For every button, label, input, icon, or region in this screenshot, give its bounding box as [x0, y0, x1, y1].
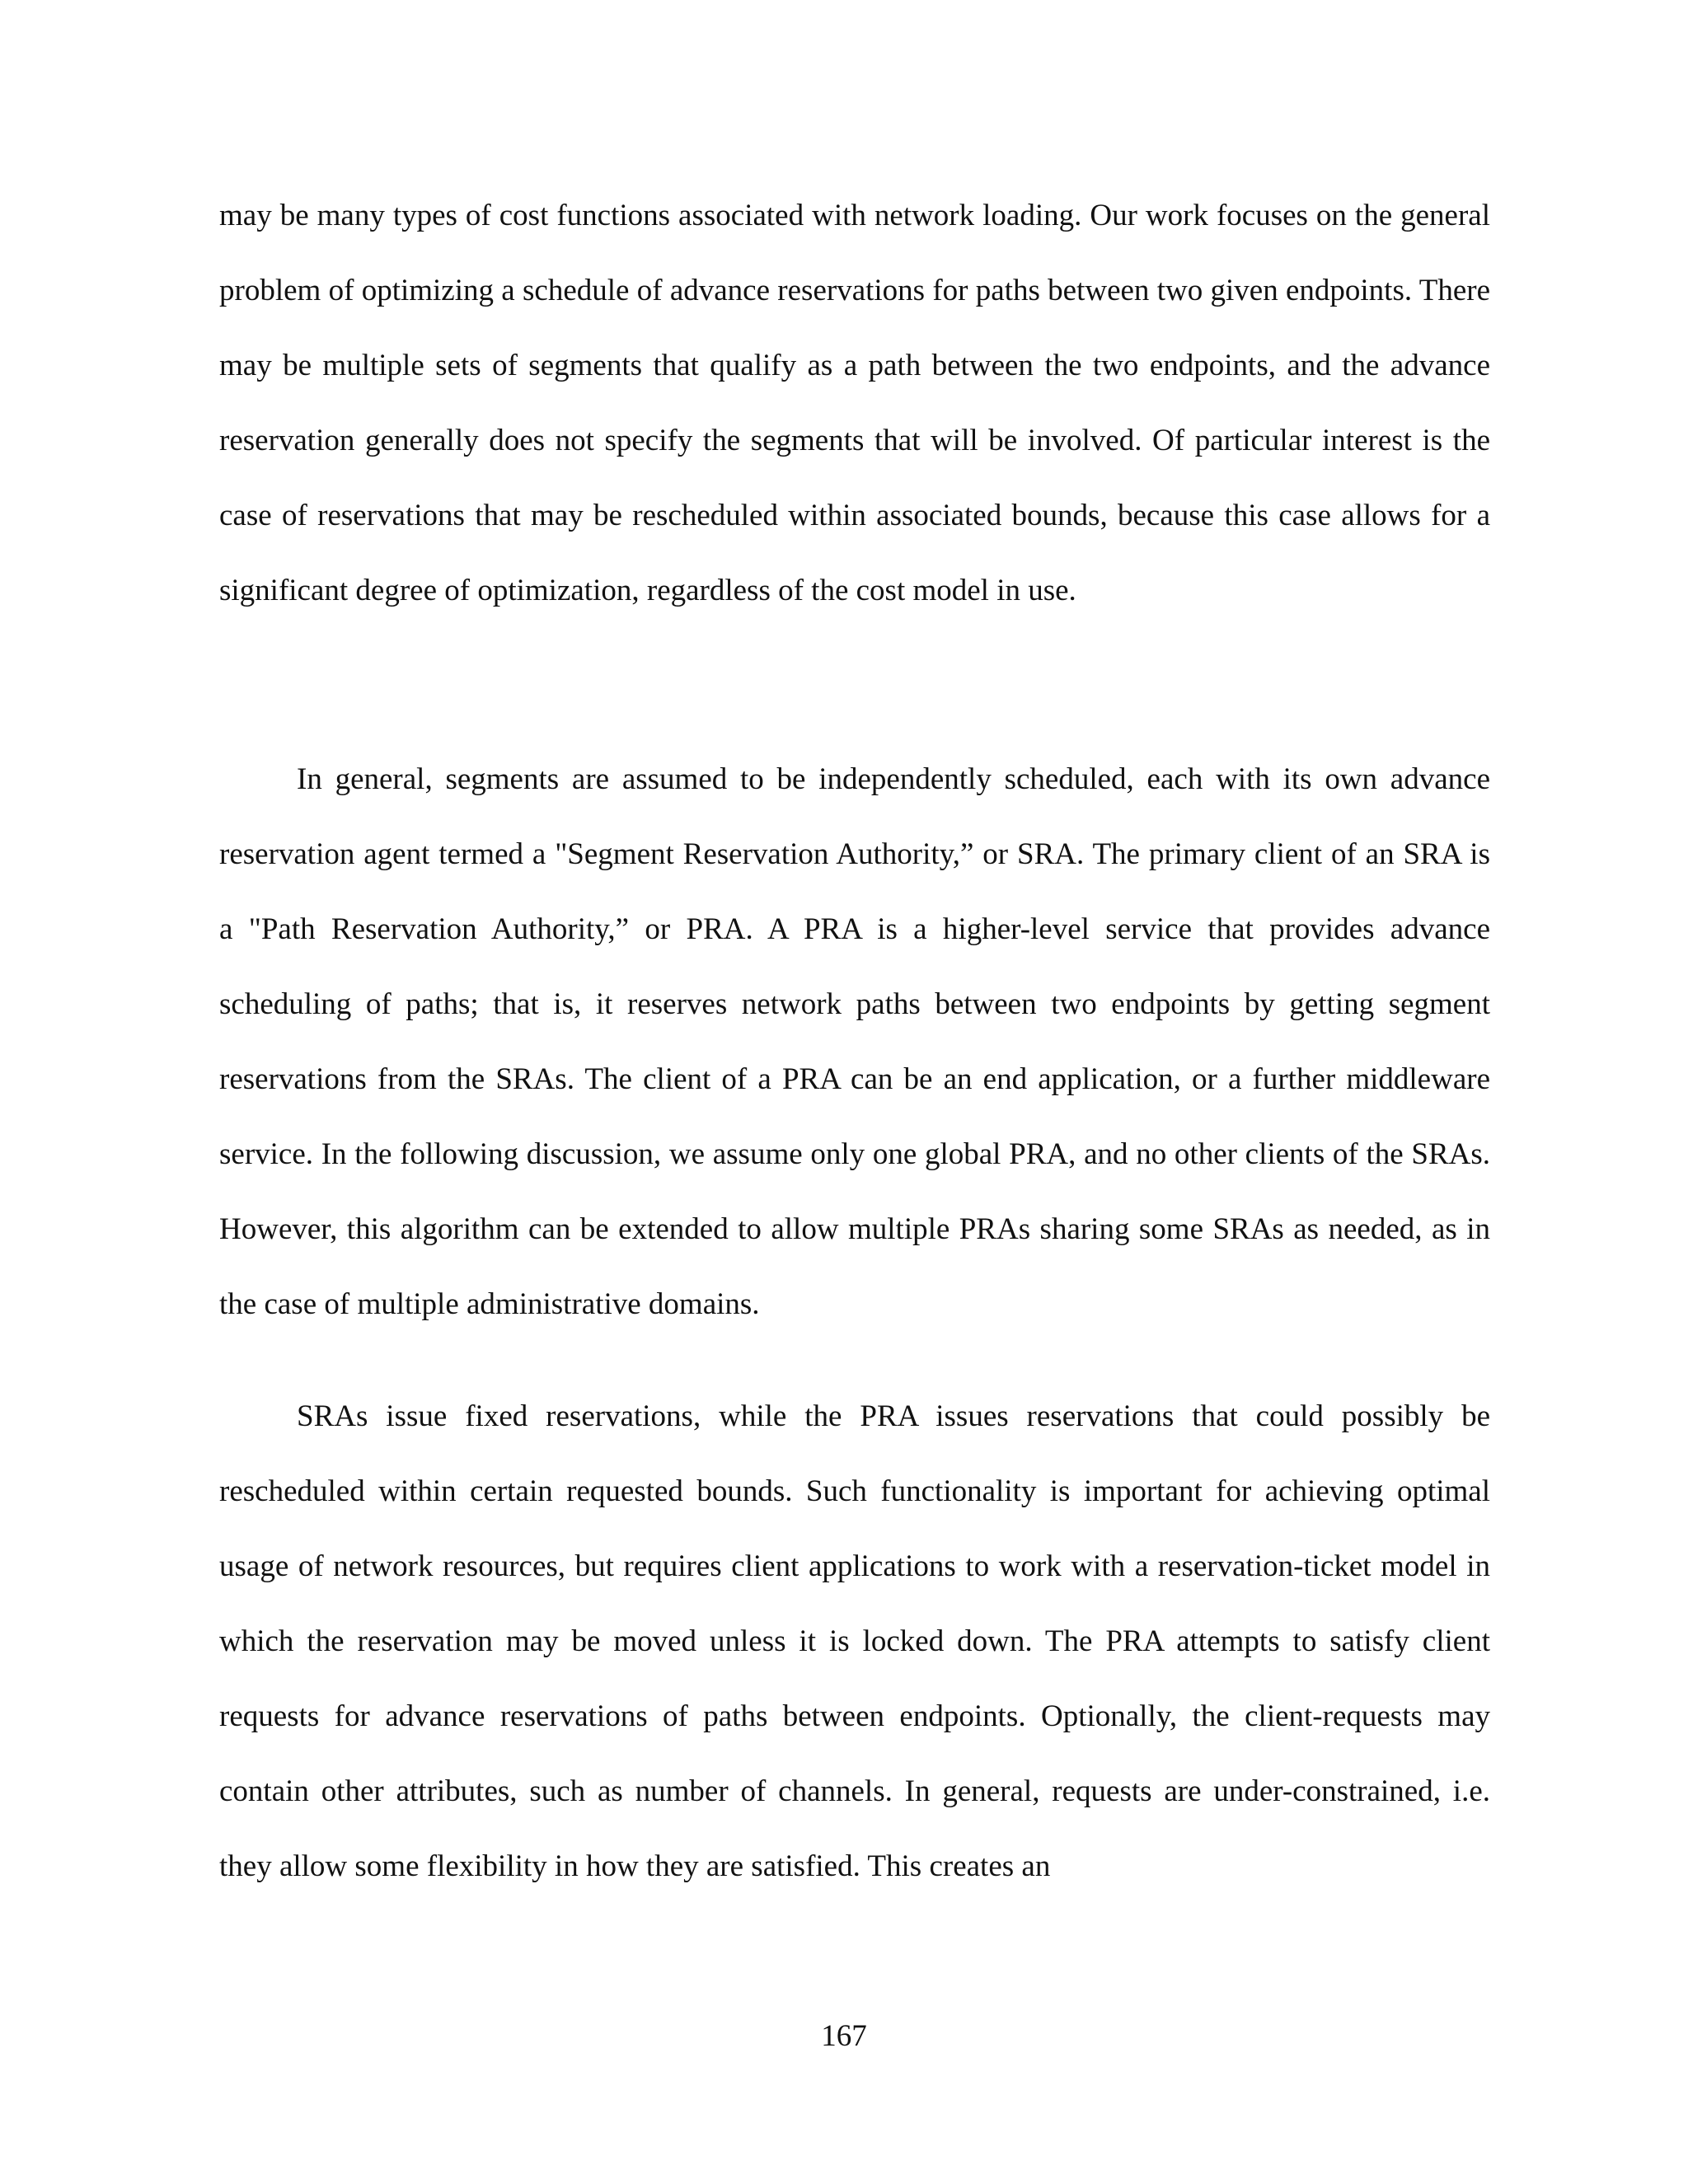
page-number: 167: [821, 2019, 867, 2053]
paragraph-1: [219, 178, 1490, 628]
paragraph-3: [219, 1379, 1490, 1904]
paragraph-1-text: may be many types of cost functions associated with network loading. Our work focuses on the general problem of optimizing a schedule of advance reservations for paths between two given endpoints. There may be multiple sets of segments that qualify as a path between the two endpoints, and the advance reservation generally does not specify the segments that will be involved. Of particular interest is the case of reservations that may be rescheduled within associated bounds, because this case allows for a significant degree of optimization, regardless of the cost model in use.: [219, 199, 1490, 607]
paragraph-2: [219, 742, 1490, 1342]
paragraph-3-text: SRAs issue fixed reservations, while the PRA issues reservations that could possibly be rescheduled within certain requested bounds. Such functionality is important for achieving optimal usage of network resources, but requires client applications to work with a reservation-ticket model in which the reservation may be moved unless it is locked down. The PRA attempts to satisfy client requests for advance reservations of paths between endpoints. Optionally, the client-requests may contain other attributes, such as number of channels. In general, requests are under-constrained, i.e. they allow some flexibility in how they are satisfied. This creates an: [219, 1399, 1490, 1883]
paragraph-2-text: In general, segments are assumed to be independently scheduled, each with its own advance reservation agent termed a "Segment Reservation Authority,” or SRA. The primary client of an SRA is a "Path Reservation Authority,” or PRA. A PRA is a higher-level service that provides advance scheduling of paths; that is, it reserves network paths between two endpoints by getting segment reservations from the SRAs. The client of a PRA can be an end application, or a further middleware service. In the following discussion, we assume only one global PRA, and no other clients of the SRAs. However, this algorithm can be extended to allow multiple PRAs sharing some SRAs as needed, as in the case of multiple administrative domains.: [219, 762, 1490, 1321]
